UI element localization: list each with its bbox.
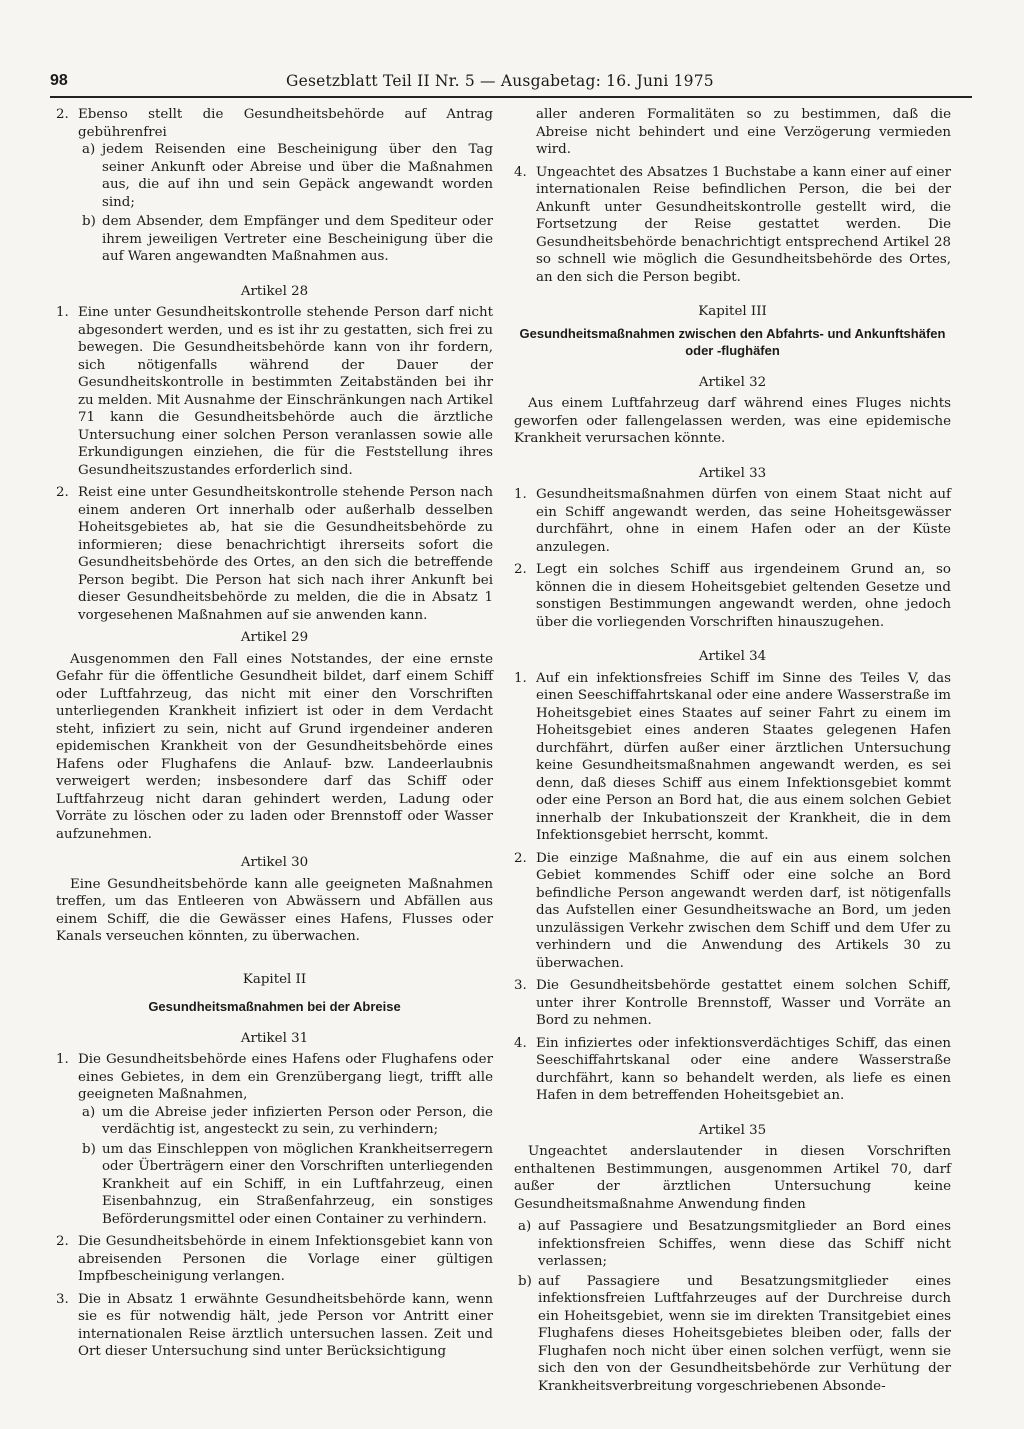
paragraph-2 — [514, 850, 951, 973]
article-heading: Artikel 28 — [240, 283, 309, 299]
chapter-heading: Kapitel II — [242, 971, 307, 987]
paragraph-text: Ungeachtet des Absatzes 1 Buchstabe a kann einer auf einer internationalen Reise befindlichen Person, die bei der Ankunft unter Gesundheitskontrolle gestellt wird, die Fortsetzung der Reise gestattet werden. Die Gesundheitsbehörde benachrichtigt entsprechend Artikel 28 so schnell wie möglich die Gesundheitsbehörde des Ortes, an den sich die Person begibt. — [536, 164, 951, 285]
chapter-heading: Kapitel III — [698, 304, 767, 319]
list-item — [78, 141, 493, 211]
paragraph-2 — [514, 561, 951, 631]
paragraph-number: 4. — [514, 1035, 527, 1051]
list-marker: b) — [82, 1141, 96, 1157]
list-marker: b) — [518, 1273, 532, 1289]
list-marker: b) — [82, 214, 96, 229]
paragraph-text: Die Gesundheitsbehörde eines Hafens oder Flughafens oder eines Gebietes, in dem ein Grenzübergang liegt, trifft alle geeigneten Maßnahmen, — [78, 1052, 493, 1102]
list-item-text: dem Absender, dem Empfänger und dem Spediteur oder ihrem jeweiligen Vertreter eine Bescheinigung über die auf Waren angewandten Maßnahmen aus. — [102, 214, 493, 264]
paragraph-number: 2. — [56, 107, 69, 122]
paragraph-text: Die Gesundheitsbehörde in einem Infektionsgebiet kann von abreisenden Personen die Vorlage einer gültigen Impfbescheinigung verlangen. — [78, 1234, 493, 1284]
paragraph-2 — [56, 1233, 493, 1286]
chapter-subtitle: Gesundheitsmaßnahmen bei der Abreise — [148, 999, 401, 1014]
list-item — [78, 213, 493, 266]
paragraph-number: 2. — [514, 562, 527, 577]
paragraph-number: 3. — [56, 1291, 69, 1307]
paragraph-text: Auf ein infektionsfreies Schiff im Sinne des Teiles V, das einen Seeschiffahrtskanal oder eine andere Wasserstraße im Hoheitsgebiet eines Staates auf seiner Fahrt zu einem im Hoheitsgebiet eines anderen Staates gelegenen Hafen durchfährt, dürfen außer einer ärztlichen Untersuchung keine Gesundheitsmaßnahmen angewandt werden, es sei denn, daß dieses Schiff aus einem Infektionsgebiet kommt oder eine Person an Bord hat, die aus einem solchen Gebiet innerhalb der Inkubationszeit der Krankheit, die in dem Infektionsgebiet herrscht, kommt. — [536, 670, 951, 843]
list-item-text: jedem Reisenden eine Bescheinigung über den Tag seiner Ankunft oder Abreise und über die Maßnahmen aus, die auf ihn und sein Gepäck angewandt worden sind; — [102, 142, 493, 210]
paragraph-3 — [56, 1291, 493, 1361]
paragraph-number: 1. — [514, 487, 527, 502]
chapter-subtitle: Gesundheitsmaßnahmen zwischen den Abfahrts- und Ankunftshäfen oder -flughäfen — [519, 325, 946, 358]
left-column — [56, 106, 493, 1366]
paragraph-continuation — [514, 106, 951, 159]
article-text: Ungeachtet anderslautender in diesen Vorschriften enthaltenen Bestimmungen, ausgenommen Artikel 70, darf außer der ärztlichen Untersuchung keine Gesundheitsmaßnahme Anwendung finden — [514, 1144, 951, 1212]
paragraph-number: 2. — [56, 1234, 69, 1249]
list-item-text: um das Einschleppen von möglichen Krankheitserregern oder Überträgern einer den Vorschriften unterliegenden Krankheit auf ein Schiff, in ein Luftfahrzeug, einen Eisenbahnzug, ein Straßenfahrzeug, ein sonstiges Beförderungsmittel oder einen Container zu verhindern. — [102, 1141, 493, 1227]
list-item — [514, 1273, 951, 1396]
paragraph-1 — [514, 486, 951, 556]
list-item — [78, 1104, 493, 1139]
paragraph-1 — [56, 1051, 493, 1228]
article-heading: Artikel 34 — [698, 649, 767, 664]
paragraph-text: Eine unter Gesundheitskontrolle stehende Person darf nicht abgesondert werden, und es ist ihr zu gestatten, sich frei zu bewegen. Die Gesundheitsbehörde kann von ihr fordern, sich nötigenfalls während der Dauer der Gesundheitskontrolle in bestimmten Zeitabständen bei ihr zu melden. Mit Ausnahme der Einschränkungen nach Artikel 71 kann die Gesundheitsbehörde auch die ärztliche Untersuchung einer solchen Person veranlassen sowie alle Erkundigungen einziehen, die für die Feststellung ihres Gesundheitszustandes erforderlich sind. — [78, 305, 494, 478]
paragraph-text: Legt ein solches Schiff aus irgendeinem Grund an, so können die in diesem Hoheitsgebiet geltenden Gesetze und sonstigen Bestimmungen angewandt werden, ohne jedoch über die vorliegenden Vorschriften hinauszugehen. — [536, 562, 951, 630]
paragraph-number: 4. — [514, 164, 527, 180]
paragraph-text: Die Gesundheitsbehörde gestattet einem solchen Schiff, unter ihrer Kontrolle Brennstoff, Wasser und Vorräte an Bord zu nehmen. — [536, 978, 951, 1028]
paragraph-1 — [514, 670, 951, 845]
paragraph-text: Ebenso stellt die Gesundheitsbehörde auf Antrag gebührenfrei — [78, 107, 493, 140]
paragraph-number: 1. — [514, 670, 527, 686]
list-item-text: um die Abreise jeder infizierten Person oder Person, die verdächtig ist, angesteckt zu sein, zu verhindern; — [102, 1104, 493, 1137]
page-number: 98 — [50, 72, 68, 89]
paragraph-4 — [514, 1035, 951, 1105]
list-item-text: auf Passagiere und Besatzungsmitglieder an Bord eines infektionsfreien Schiffes, wenn diese das Schiff nicht verlassen; — [538, 1219, 951, 1269]
paragraph-2 — [56, 484, 493, 624]
article-heading: Artikel 30 — [240, 855, 309, 870]
list-item-text: auf Passagiere und Besatzungsmitglieder eines infektionsfreien Luftfahrzeuges auf der Durchreise durch ein Hoheitsgebiet, wenn sie im direkten Transitgebiet eines Flughafens dieses Hoheitsgebietes bleiben oder, falls der Flughafen noch nicht über einen solchen verfügt, wenn sie sich den von der Gesundheitsbehörde zur Verhütung der Krankheitsverbreitung vorgeschriebenen Absonde- — [538, 1273, 951, 1394]
list-marker: a) — [82, 1104, 96, 1120]
paragraph-2 — [56, 106, 493, 266]
paragraph-text: Die einzige Maßnahme, die auf ein aus einem solchen Gebiet kommendes Schiff oder eine solche an Bord befindliche Person angewandt werden darf, ist nötigenfalls das Aufstellen einer Gesundheitswache an Bord, um jeden unzulässigen Verkehr zwischen dem Schiff und dem Ufer zu verhindern und die Anwendung des Artikels 30 zu überwachen. — [536, 850, 951, 971]
article-text: Eine Gesundheitsbehörde kann alle geeigneten Maßnahmen treffen, um das Entleeren von Abwässern und Abfällen aus einem Schiff, die die Gewässer eines Hafens, Flusses oder Kanals verseuchen könnten, zu überwachen. — [56, 876, 493, 944]
paragraph-number: 3. — [514, 978, 527, 993]
list-marker: a) — [82, 142, 96, 157]
right-column — [514, 106, 951, 1397]
article-heading: Artikel 31 — [240, 1030, 309, 1046]
paragraph-text: Ein infiziertes oder infektionsverdächtiges Schiff, das einen Seeschiffahrtskanal oder eine andere Wasserstraße durchfährt, kann so behandelt werden, als liefe es einen Hafen in dem betreffenden Hoheitsgebiet an. — [536, 1035, 951, 1103]
article-text: Ausgenommen den Fall eines Notstandes, der eine ernste Gefahr für die öffentliche Gesundheit bildet, darf einem Schiff oder Luftfahrzeug, das nicht mit einer den Vorschriften unterliegenden Krankheit infiziert ist oder in dem Verdacht steht, infiziert zu sein, nicht auf Grund irgendeiner anderen epidemischen Krankheit von der Gesundheitsbehörde eines Hafens oder Flughafens die Anlauf- bzw. Landeerlaubnis verweigert werden; insbesondere darf das Schiff oder Luftfahrzeug nicht daran gehindert werden, Ladung oder Vorräte zu löschen oder zu laden oder Brennstoff oder Wasser aufzunehmen. — [56, 651, 493, 842]
page-header — [50, 70, 972, 98]
paragraph-3 — [514, 977, 951, 1030]
paragraph-number: 2. — [514, 850, 527, 866]
paragraph-1 — [56, 304, 493, 479]
header-title: Gesetzblatt Teil II Nr. 5 — Ausgabetag: 16. Juni 1975 — [286, 72, 714, 90]
paragraph-number: 2. — [56, 485, 69, 500]
paragraph-text: Die in Absatz 1 erwähnte Gesundheitsbehörde kann, wenn sie es für notwendig hält, jede Person vor Antritt einer internationalen Reise ärztlich untersuchen lassen. Zeit und Ort dieser Untersuchung sind unter Berücksichtigung — [78, 1291, 493, 1359]
list-item — [514, 1218, 951, 1271]
paragraph-4 — [514, 164, 951, 287]
paragraph-text: aller anderen Formalitäten so zu bestimmen, daß die Abreise nicht behindert und eine Verzögerung vermieden wird. — [536, 107, 951, 157]
paragraph-number: 1. — [56, 305, 69, 320]
article-heading: Artikel 32 — [698, 374, 767, 390]
article-heading: Artikel 29 — [240, 630, 309, 645]
paragraph-text: Reist eine unter Gesundheitskontrolle stehende Person nach einem anderen Ort innerhalb oder außerhalb desselben Hoheitsgebietes ab, hat sie die Gesundheitsbehörde zu informieren; diese benachrichtigt ihrerseits sofort die Gesundheitsbehörde des Ortes, an den sich die betreffende Person begibt. Die Person hat sich nach ihrer Ankunft bei dieser Gesundheitsbehörde zu melden, die die in Absatz 1 vorgesehenen Maßnahmen auf sie anwenden kann. — [78, 485, 493, 623]
list-item — [78, 1141, 493, 1229]
article-text: Aus einem Luftfahrzeug darf während eines Fluges nichts geworfen oder fallengelassen werden, was eine epidemische Krankheit verursachen könnte. — [514, 396, 951, 446]
article-heading: Artikel 35 — [698, 1122, 767, 1138]
paragraph-number: 1. — [56, 1052, 69, 1067]
list-marker: a) — [518, 1219, 532, 1234]
article-heading: Artikel 33 — [698, 465, 767, 481]
paragraph-text: Gesundheitsmaßnahmen dürfen von einem Staat nicht auf ein Schiff angewandt werden, das seine Hoheitsgewässer durchfährt, ohne in einem Hafen oder an der Küste anzulegen. — [536, 487, 951, 555]
